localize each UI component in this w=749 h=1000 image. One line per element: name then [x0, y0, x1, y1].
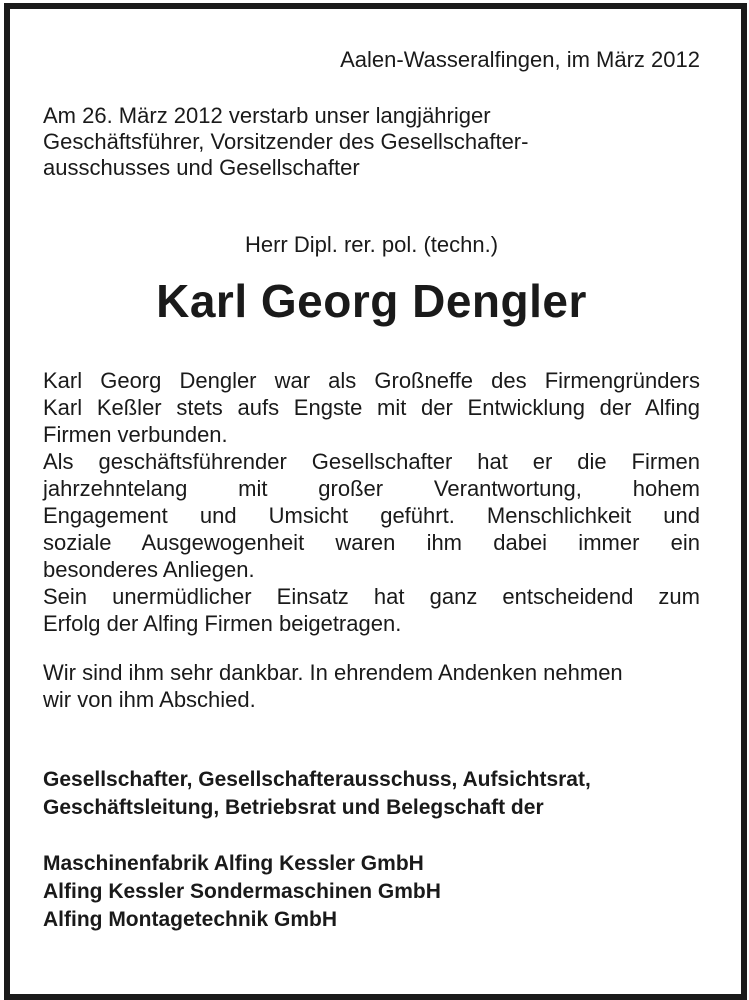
intro-line: ausschusses und Gesellschafter [43, 155, 360, 180]
intro-line: Geschäftsführer, Vorsitzender des Gesellschafter- [43, 129, 529, 154]
tribute-line: soziale Ausgewogenheit waren ihm dabei immer ein [43, 530, 700, 555]
signer-line: Geschäftsleitung, Betriebsrat und Belegschaft der [43, 796, 544, 819]
tribute-line: Karl Georg Dengler war als Großneffe des Firmengründers [43, 368, 700, 393]
thanks-line: wir von ihm Abschied. [43, 687, 256, 712]
intro-paragraph [43, 103, 700, 181]
deceased-name: Karl Georg Dengler [156, 275, 587, 327]
signers-block [43, 766, 700, 822]
obituary-notice [43, 45, 700, 934]
tribute-line: Als geschäftsführender Gesellschafter hat er die Firmen [43, 449, 700, 474]
tribute-line: Engagement und Umsicht geführt. Menschlichkeit und [43, 503, 700, 528]
tribute-line: Erfolg der Alfing Firmen beigetragen. [43, 611, 402, 636]
tribute-line: besonderes Anliegen. [43, 557, 255, 582]
company-name: Alfing Montagetechnik GmbH [43, 908, 337, 931]
tribute-line: Firmen verbunden. [43, 422, 228, 447]
tribute-line: Karl Keßler stets aufs Engste mit der Entwicklung der Alfing [43, 395, 700, 420]
company-name: Alfing Kessler Sondermaschinen GmbH [43, 880, 441, 903]
companies-block [43, 850, 700, 934]
tribute-paragraph [43, 367, 700, 637]
company-name: Maschinenfabrik Alfing Kessler GmbH [43, 852, 424, 875]
intro-line: Am 26. März 2012 verstarb unser langjähriger [43, 103, 491, 128]
thanks-line: Wir sind ihm sehr dankbar. In ehrendem Andenken nehmen [43, 660, 623, 685]
tribute-line: Sein unermüdlicher Einsatz hat ganz entscheidend zum [43, 584, 700, 609]
honorific-title: Herr Dipl. rer. pol. (techn.) [244, 232, 499, 257]
tribute-line: jahrzehntelang mit großer Verantwortung, hohem [43, 476, 700, 501]
signer-line: Gesellschafter, Gesellschafterausschuss, Aufsichtsrat, [43, 768, 591, 791]
place-date: Aalen-Wasseralfingen, im März 2012 [340, 47, 700, 72]
thanks-paragraph [43, 659, 700, 713]
